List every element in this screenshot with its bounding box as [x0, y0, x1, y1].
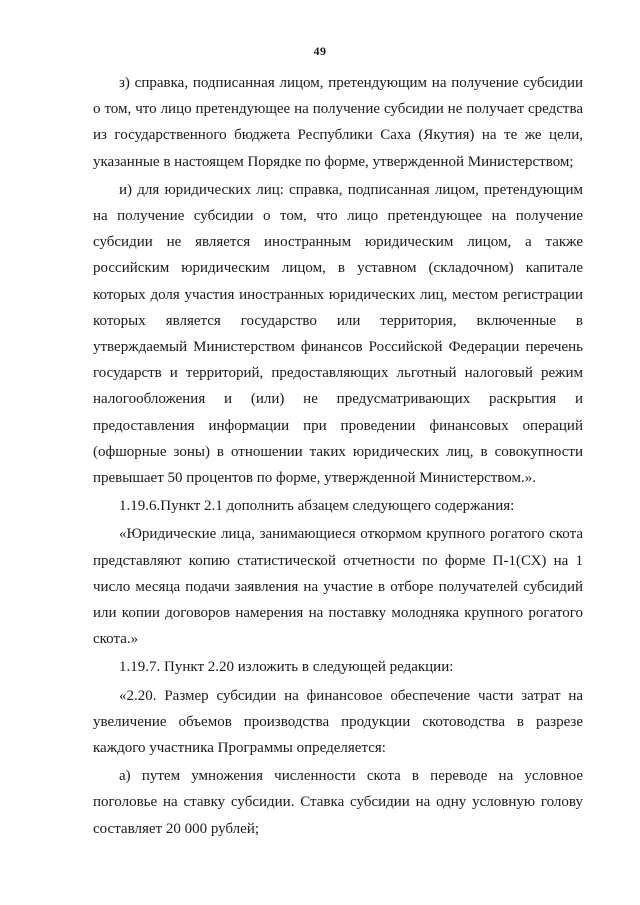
paragraph-i-legal-entities: и) для юридических лиц: справка, подписанная лицом, претендующим на получение субсидии о том, что лицо претендующее на получение субсидии не является иностранным юридическим лицом, а также российским юридическим лицом, в уставном (складочном) капитале которых доля участия иностранных юридических лиц, местом регистрации которых является государство или территория, включенные в утверждаемый Министерством финансов Российской Федерации перечень государств и территорий, предоставляющих льготный налоговый режим налогообложения и (или) не предусматривающих раскрытия и предоставления информации при проведении финансовых операций (офшорные зоны) в отношении таких юридических лиц, в совокупности превышает 50 процентов по форме, утвержденной Министерством.». [93, 181, 583, 487]
paragraph-2-20: «2.20. Размер субсидии на финансовое обеспечение части затрат на увеличение объемов производства продукции скотоводства в разрезе каждого участника Программы определяется: [93, 687, 583, 757]
paragraph-1-19-7: 1.19.7. Пункт 2.20 изложить в следующей редакции: [119, 659, 454, 676]
paragraph-z-certificate: з) справка, подписанная лицом, претендующим на получение субсидии о том, что лицо претендующее на получение субсидии не получает средства из государственного бюджета Республики Саха (Якутия) на те же цели, указанные в настоящем Порядке по форме, утвержденной Министерством; [93, 75, 583, 170]
paragraph-fattening-cattle: «Юридические лица, занимающиеся откормом крупного рогатого скота представляют копию статистической отчетности по форме П-1(СХ) на 1 число месяца подачи заявления на участие в отборе получателей субсидий или копии договоров намерения на поставку молодняка крупного рогатого скота.» [93, 526, 583, 648]
page-number: 49 [313, 44, 327, 58]
paragraph-1-19-6: 1.19.6.Пункт 2.1 дополнить абзацем следующего содержания: [119, 498, 515, 515]
document-body [93, 70, 583, 842]
paragraph-a-livestock-rate: а) путем умножения численности скота в переводе на условное поголовье на ставку субсидии. Ставка субсидии на одну условную голову составляет 20 000 рублей; [93, 768, 583, 837]
